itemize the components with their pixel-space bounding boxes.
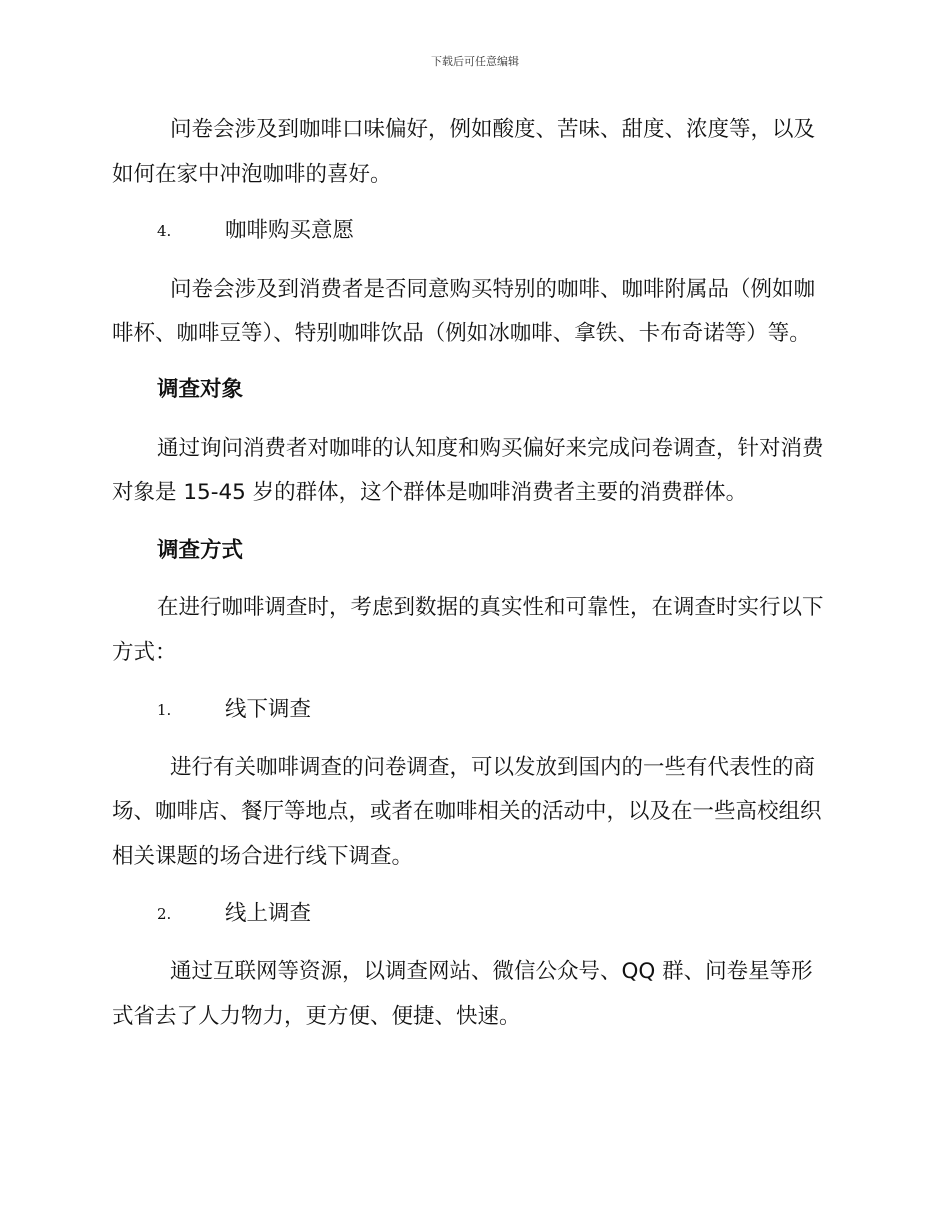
section-heading-method: 调查方式 [157,538,244,563]
paragraph-line: 对象是 15-45 岁的群体，这个群体是咖啡消费者主要的消费群体。 [112,480,748,505]
paragraph-line: 如何在家中冲泡咖啡的喜好。 [112,162,392,187]
list-item-number: 4. [157,222,172,240]
section-heading-subject: 调查对象 [157,377,244,402]
paragraph-line: 问卷会涉及到咖啡口味偏好，例如酸度、苦味、甜度、浓度等，以及 [170,117,816,142]
paragraph-line: 通过询问消费者对咖啡的认知度和购买偏好来完成问卷调查，针对消费 [157,436,824,461]
list-item-label: 线上调查 [225,901,312,926]
paragraph-line: 相关课题的场合进行线下调查。 [112,844,414,869]
paragraph-line: 方式： [112,640,177,665]
paragraph-line: 啡杯、咖啡豆等）、特别咖啡饮品（例如冰咖啡、拿铁、卡布奇诺等）等。 [112,321,811,346]
list-item-number: 2. [157,905,172,923]
paragraph-line: 通过互联网等资源，以调查网站、微信公众号、QQ 群、问卷星等形 [170,959,813,984]
paragraph-line: 问卷会涉及到消费者是否同意购买特别的咖啡、咖啡附属品（例如咖 [170,277,816,302]
paragraph-line: 在进行咖啡调查时，考虑到数据的真实性和可靠性，在调查时实行以下 [157,595,824,620]
page-header: 下载后可任意编辑 [431,55,519,68]
paragraph-line: 场、咖啡店、餐厅等地点，或者在咖啡相关的活动中，以及在一些高校组织 [112,799,822,824]
paragraph-line: 进行有关咖啡调查的问卷调查，可以发放到国内的一些有代表性的商 [170,755,816,780]
list-item-label: 线下调查 [225,697,312,722]
paragraph-line: 式省去了人力物力，更方便、便捷、快速。 [112,1004,521,1029]
list-item-number: 1. [157,701,172,719]
list-item-label: 咖啡购买意愿 [225,218,355,243]
